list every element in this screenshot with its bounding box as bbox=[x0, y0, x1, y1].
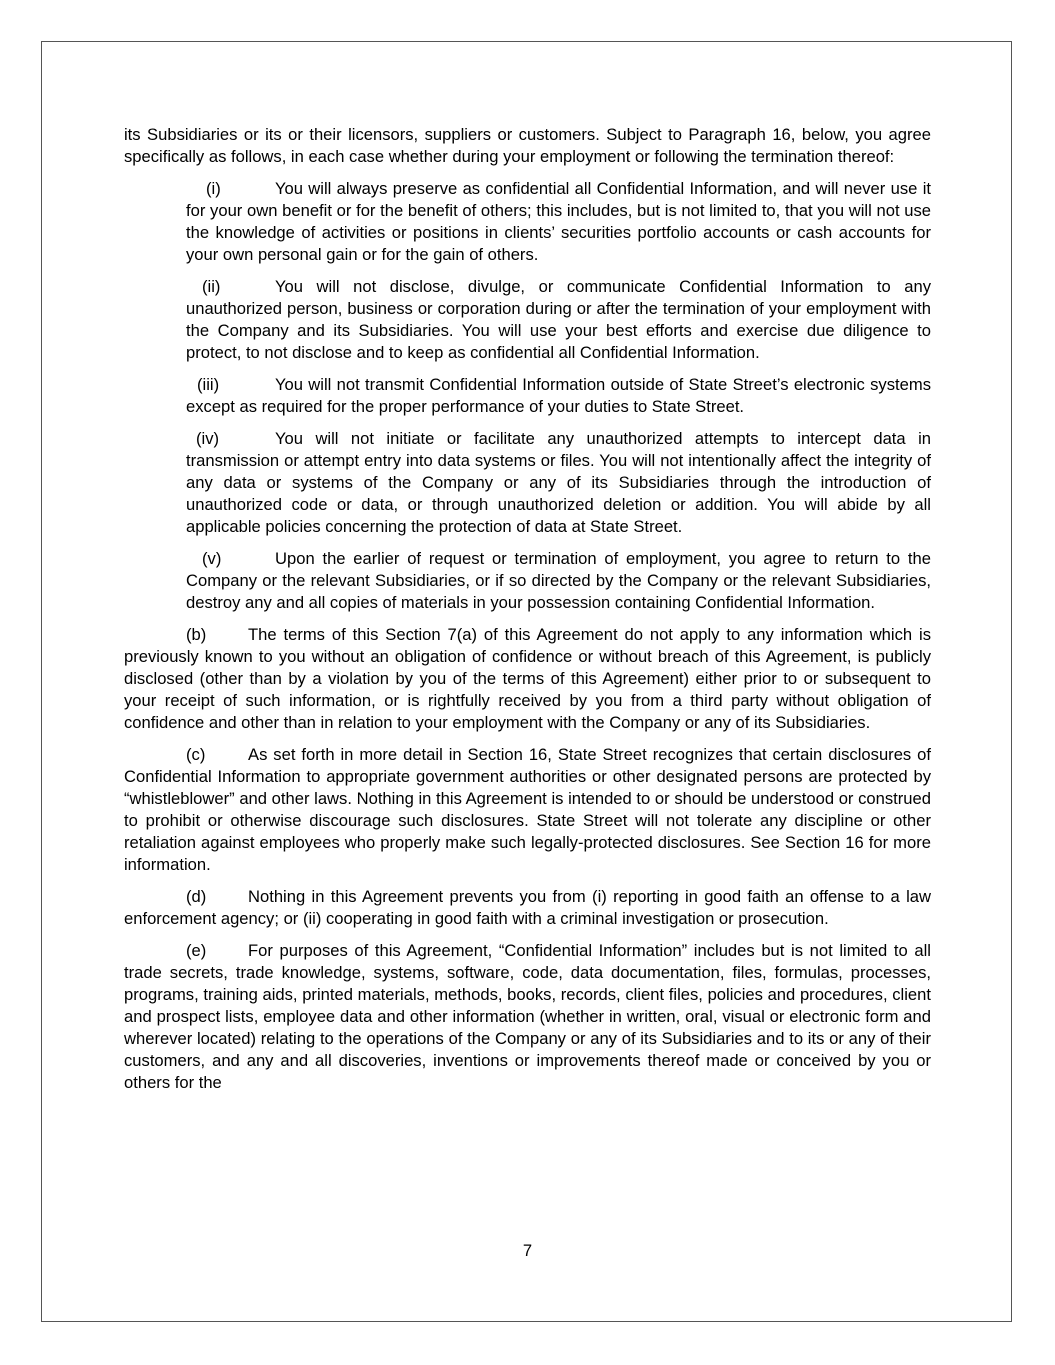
paragraph-marker: (e) bbox=[186, 941, 207, 960]
paragraph-text: As set forth in more detail in Section 16, State Street recognizes that certain disclosures of Confidential Information to appropriate government authorities or other designated persons are protected by “whistleblower” and other laws. Nothing in this Agreement is intended to or should be understood or construed to prohibit or otherwise discourage such disclosures. State Street will not tolerate any discipline or other retaliation against employees who properly make such legally-protected disclosures. See Section 16 for more information. bbox=[124, 745, 931, 874]
document-body bbox=[124, 124, 931, 1104]
sub-item-text: You will not disclose, divulge, or communicate Confidential Information to any unauthorized person, business or corporation during or after the termination of your employment with the Company and its Subsidiaries. You will use your best efforts and exercise due diligence to protect, to not disclose and to keep as confidential all Confidential Information. bbox=[186, 277, 931, 362]
paragraph-text: The terms of this Section 7(a) of this Agreement do not apply to any information which is previously known to you without an obligation of confidence or without breach of this Agreement, is publicly disclosed (other than by a violation by you of the terms of this Agreement) either prior to or subsequent to your receipt of such information, or is rightfully received by you from a third party without obligation of confidence and other than in relation to your employment with the Company or any of its Subsidiaries. bbox=[124, 625, 931, 732]
sub-item-v bbox=[186, 548, 931, 614]
sub-item-text: Upon the earlier of request or termination of employment, you agree to return to the Company or the relevant Subsidiaries, or if so directed by the Company or the relevant Subsidiaries, destroy any and all copies of materials in your possession containing Confidential Information. bbox=[186, 549, 931, 612]
sub-item-marker: (i) bbox=[206, 179, 221, 198]
paragraph-c bbox=[124, 744, 931, 876]
paragraph-marker: (b) bbox=[186, 625, 207, 644]
sub-item-iii bbox=[186, 374, 931, 418]
sub-item-iv bbox=[186, 428, 931, 538]
sub-item-text: You will not initiate or facilitate any unauthorized attempts to intercept data in transmission or attempt entry into data systems or files. You will not intentionally affect the integrity of any data or systems of the Company or any of its Subsidiaries through the introduction of unauthorized code or data, or through unauthorized deletion or addition. You will abide by all applicable policies concerning the protection of data at State Street. bbox=[186, 429, 931, 536]
sub-item-marker: (iv) bbox=[196, 429, 220, 448]
paragraph-d bbox=[124, 886, 931, 930]
page-number: 7 bbox=[522, 1241, 533, 1260]
paragraph-marker: (c) bbox=[186, 745, 206, 764]
paragraph-text: Nothing in this Agreement prevents you from (i) reporting in good faith an offense to a law enforcement agency; or (ii) cooperating in good faith with a criminal investigation or prosecution. bbox=[124, 887, 931, 928]
sub-item-text: You will not transmit Confidential Information outside of State Street’s electronic systems except as required for the proper performance of your duties to State Street. bbox=[186, 375, 931, 416]
sub-item-ii bbox=[186, 276, 931, 364]
sub-item-text: You will always preserve as confidential all Confidential Information, and will never use it for your own benefit or for the benefit of others; this includes, but is not limited to, that you will not use the knowledge of activities or positions in clients’ securities portfolio accounts or cash accounts for your own personal gain or for the gain of others. bbox=[186, 179, 931, 264]
paragraph-b bbox=[124, 624, 931, 734]
sub-item-marker: (ii) bbox=[202, 277, 221, 296]
paragraph-text: For purposes of this Agreement, “Confidential Information” includes but is not limited to all trade secrets, trade knowledge, systems, software, code, data documentation, files, formulas, processes, programs, training aids, printed materials, methods, books, records, client files, policies and procedures, client and prospect lists, employee data and other information (whether in written, oral, visual or electronic form and wherever located) relating to the operations of the Company or any of its Subsidiaries and to its or any of their customers, and any and all discoveries, inventions or improvements thereof made or conceived by you or others for the bbox=[124, 941, 931, 1092]
sub-item-marker: (iii) bbox=[197, 375, 220, 394]
sub-item-marker: (v) bbox=[202, 549, 222, 568]
sub-item-i bbox=[186, 178, 931, 266]
intro-paragraph: its Subsidiaries or its or their licensors, suppliers or customers. Subject to Paragraph 16, below, you agree specifically as follows, in each case whether during your employment or following the termination thereof: bbox=[124, 125, 931, 166]
paragraph-e bbox=[124, 940, 931, 1094]
paragraph-marker: (d) bbox=[186, 887, 207, 906]
